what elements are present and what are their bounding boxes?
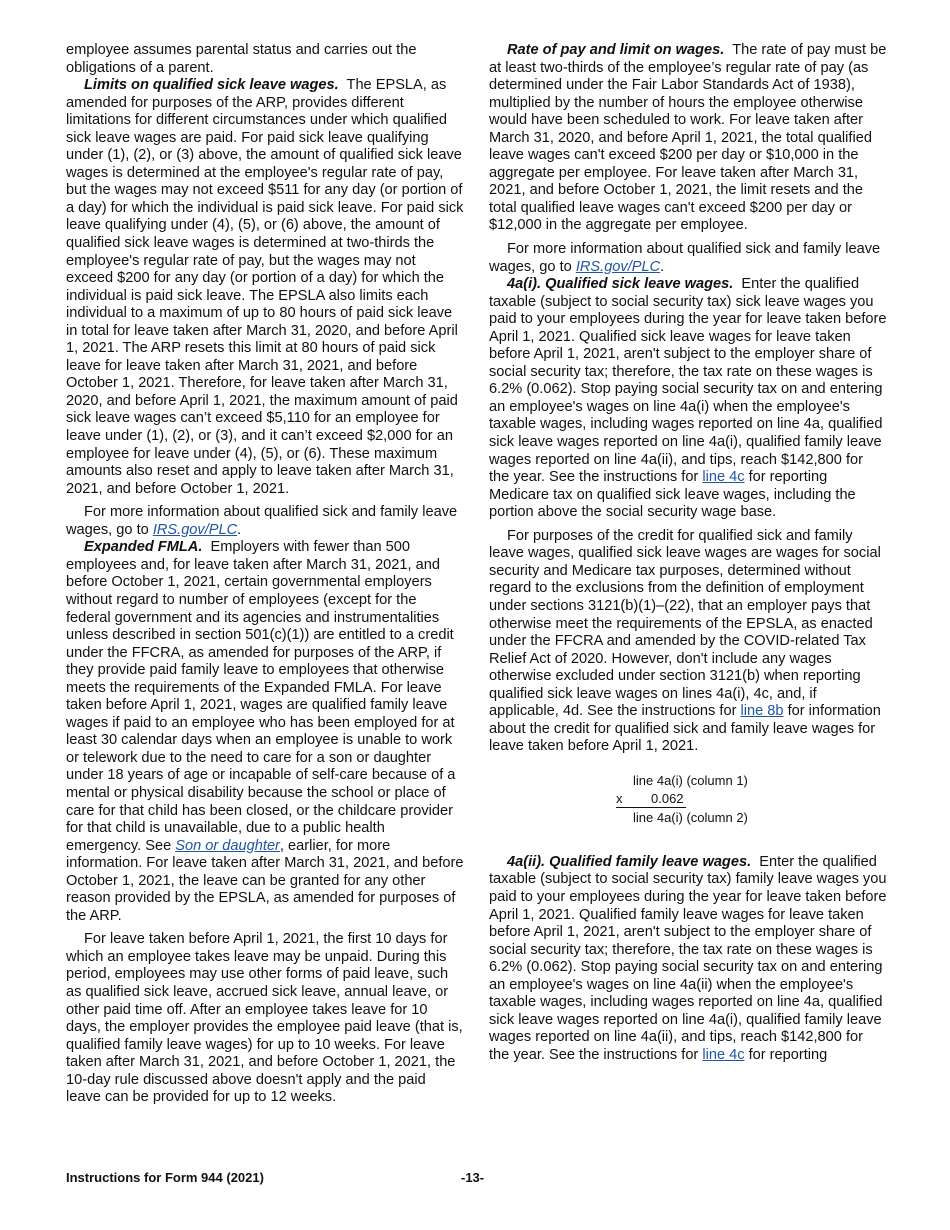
- heading-rate-of-pay: Rate of pay and limit on wages.: [507, 42, 725, 58]
- paragraph-rate-of-pay: [489, 42, 887, 235]
- more-info-end-right: .: [660, 258, 665, 275]
- calc-row-multiply: [616, 790, 686, 808]
- text-rate-of-pay: The rate of pay must be at least two-thirds of the employee’s regular rate of pay (as determined under the Fair Labor Standards Act of 1938), multiplied by the number of hours the employee otherwise would have been scheduled to work. For leave taken after March 31, 2020, and before April 1, 2021, the total qualified leave wages can't exceed $200 per day or $10,000 in the aggregate per employee. For leave taken after March 31, 2021, and before October 1, 2021, the limit resets and the total qualified leave wages can't exceed $200 per day or $12,000 in the aggregate per employee.: [489, 42, 887, 234]
- paragraph-credit-purposes: [489, 528, 887, 756]
- paragraph-expanded-fmla: [66, 539, 464, 925]
- text-expanded-fmla-2: , earlier, for more information. For leave taken after March 31, 2021, and before October 1, 2021, the leave can be granted for any other reason provided by the EPSLA, as amended for purposes of the ARP.: [66, 837, 464, 924]
- line-8b-link[interactable]: line 8b: [740, 703, 784, 720]
- calc-row-column-2: line 4a(i) (column 2): [633, 809, 748, 825]
- paragraph-4aii: [489, 854, 887, 1065]
- multiply-sign: x: [616, 790, 623, 806]
- page-footer: [66, 1170, 884, 1190]
- calc-row-column-1: line 4a(i) (column 1): [633, 772, 748, 788]
- text-limits-sick-leave: The EPSLA, as amended for purposes of the ARP, provides different limitations for different circumstances under which qualified sick leave wages are paid. For paid sick leave qualifying under (1), (2), or (3) above, the amount of qualified sick leave wages is determined at the employee's regular rate of pay, but the wages may not exceed $511 for any day (or portion of a day) for which the individual is paid sick leave. For paid sick leave qualifying under (4), (5), or (6) above, the amount of qualified sick leave wages is determined at two-thirds the employee's regular rate of pay, but the wages may not exceed $200 for any day (or portion of a day) for which the individual is paid sick leave. The EPSLA also limits each individual to a maximum of up to 80 hours of paid sick leave in total for leave taken after March 31, 2020, and before April 1, 2021. The ARP resets this limit at 80 hours of paid sick leave for leave taken after March 31, 2021, and before October 1, 2021. Therefore, for leave taken after March 31, 2020, and before April 1, 2021, the maximum amount of paid sick leave wages can’t exceed $5,110 for an employee for leave under (1), (2), or (3), and it can’t exceed $2,000 for an employee for leave under (4), (5), or (6). These maximum amounts also reset and apply to leave taken after March 31, 2021, and before October 1, 2021.: [66, 77, 464, 497]
- text-4ai: Enter the qualified taxable (subject to social security tax) sick leave wages you paid to your employees during the year for leave taken before April 1, 2021. Qualified sick leave wages for leave taken before April 1, 2021, aren't subject to the employer share of social security tax; therefore, the tax rate on these wages is 6.2% (0.062). Stop paying social security tax on and entering an employee's wages on line 4a(i) when the employee's taxable wages, including wages reported on line 4a, qualified sick leave wages reported on line 4a(i), qualified family leave wages reported on line 4a(ii), and tips, reach $142,800 for the year. See the instructions for: [489, 276, 887, 486]
- paragraph-first-10-days: For leave taken before April 1, 2021, the first 10 days for which an employee takes leave may be unpaid. During this period, employees may use other forms of paid leave, such as qualified sick leave, accrued sick leave, annual leave, or other paid time off. After an employee takes leave for 10 days, the employer provides the employee paid leave (that is, qualified family leave wages) for up to 10 weeks. For leave taken after March 31, 2021, and before October 1, 2021, the 10-day rule discussed above doesn't apply and the paid leave can be provided for up to 12 weeks.: [66, 931, 463, 1106]
- text-credit-purposes: For purposes of the credit for qualified sick and family leave wages, qualified sick leave wages are wages for social security and Medicare tax purposes, determined without regard to the exclusions from the definition of employment under sections 3121(b)(1)–(22), that an employer pays that otherwise meet the requirements of the EPSLA, as enacted under the FFCRA and amended by the COVID-related Tax Relief Act of 2020. However, don't include any wages otherwise excluded under section 3121(b) when reporting qualified sick leave wages on lines 4a(i), 4c, and, if applicable, 4d. See the instructions for: [489, 527, 881, 720]
- more-info-text: For more information about qualified sick and family leave wages, go to: [66, 504, 458, 538]
- paragraph-limits-sick-leave: [66, 77, 464, 498]
- text-4aii-2: for reporting: [744, 1046, 828, 1063]
- heading-4ai: 4a(i). Qualified sick leave wages.: [507, 276, 734, 293]
- paragraph-more-info: [66, 504, 464, 539]
- line-4c-link-2[interactable]: line 4c: [702, 1046, 745, 1063]
- more-info-text-right: For more information about qualified sick and family leave wages, go to: [489, 241, 881, 275]
- left-column: [66, 42, 464, 1107]
- son-or-daughter-link[interactable]: Son or daughter: [175, 837, 280, 854]
- tax-rate-value: 0.062: [651, 790, 684, 806]
- worksheet-calculation: [489, 766, 887, 854]
- paragraph-parental-status: employee assumes parental status and carries out the obligations of a parent.: [66, 42, 417, 76]
- irs-plc-link[interactable]: IRS.gov/PLC: [152, 521, 238, 538]
- paragraph-4ai: [489, 276, 887, 522]
- text-4aii: Enter the qualified taxable (subject to social security tax) family leave wages you paid to your employees during the year for leave taken before April 1, 2021. Qualified family leave wages for leave taken before April 1, 2021, aren't subject to the employer share of social security tax; therefore, the tax rate on these wages is 6.2% (0.062). Stop paying social security tax on and entering an employee's wages on line 4a(ii) when the employee's taxable wages, including wages reported on line 4a, qualified sick leave wages reported on line 4a(i), qualified family leave wages reported on line 4a(ii), and tips, reach $142,800 for the year. See the instructions for: [489, 853, 887, 1063]
- more-info-end: .: [237, 521, 242, 538]
- heading-4aii: 4a(ii). Qualified family leave wages.: [507, 853, 752, 870]
- text-credit-purposes-2: for information about the credit for qualified sick and family leave wages for leave taken before April 1, 2021.: [489, 703, 881, 755]
- paragraph-more-info-right: [489, 241, 887, 276]
- irs-plc-link-right[interactable]: IRS.gov/PLC: [575, 258, 661, 275]
- page-number: -13-: [461, 1170, 485, 1185]
- text-4ai-2: for reporting Medicare tax on qualified sick leave wages, including the portion above the social security wage base.: [489, 469, 856, 521]
- heading-limits-sick-leave: Limits on qualified sick leave wages.: [84, 77, 339, 94]
- footer-form-title: Instructions for Form 944 (2021): [66, 1170, 264, 1185]
- right-column: [489, 42, 887, 1064]
- line-4c-link[interactable]: line 4c: [702, 469, 745, 486]
- heading-expanded-fmla: Expanded FMLA.: [84, 539, 203, 556]
- text-expanded-fmla: Employers with fewer than 500 employees and, for leave taken after March 31, 2021, and before October 1, 2021, certain governmental employers without regard to number of employees (except for the federal government and its agencies and instrumentalities unless described in section 501(c)(1)) are entitled to a credit under the FFCRA, as amended for purposes of the ARP, if they provide paid family leave to employees that otherwise meets the requirements of the Expanded FMLA. For leave taken before April 1, 2021, wages are qualified family leave wages if paid to an employee who has been employed for at least 30 calendar days when an employee is unable to work or telework due to the need to care for a son or daughter under 18 years of age or incapable of self-care because of a mental or physical disability because the school or place of care for that child has been closed, or the childcare provider for that child is unavailable, due to a public health emergency. See: [66, 539, 456, 854]
